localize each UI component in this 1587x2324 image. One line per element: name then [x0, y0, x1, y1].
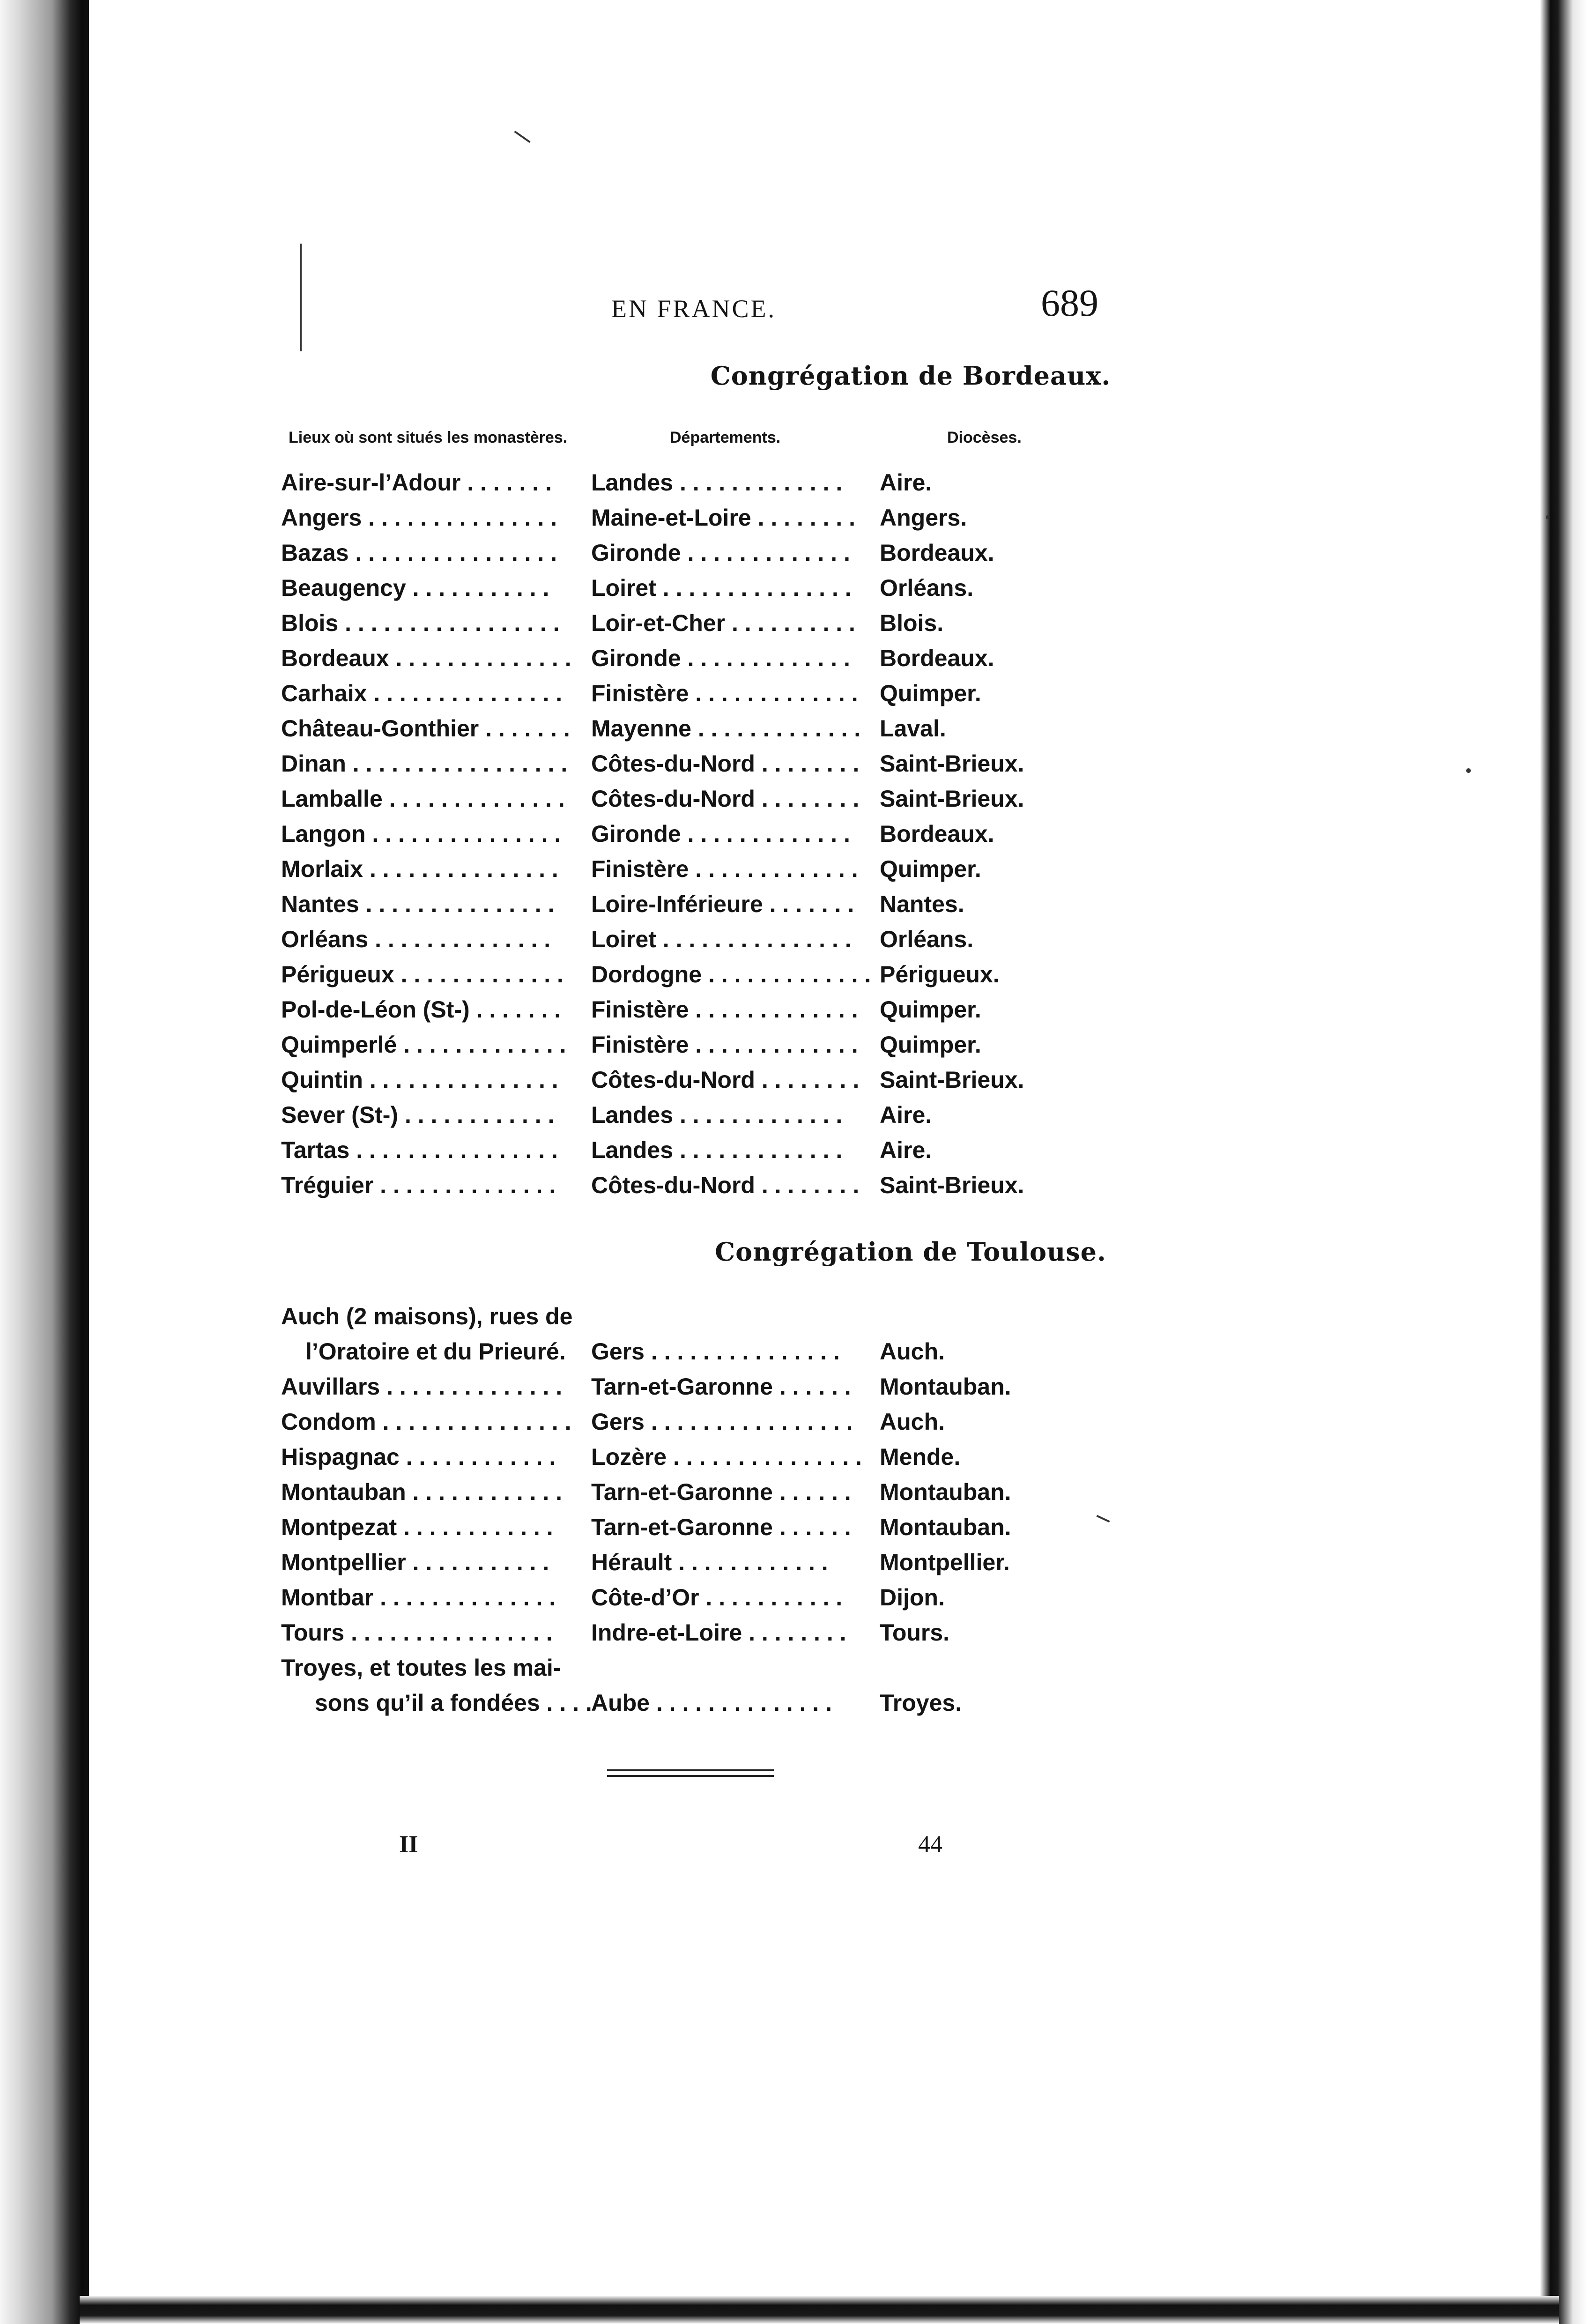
department: Gers . . . . . . . . . . . . . . . . — [591, 1409, 853, 1435]
place: Montpezat . . . . . . . . . . . . — [281, 1514, 553, 1540]
toulouse-heading: Congrégation de Toulouse. — [715, 1237, 1106, 1267]
department: Mayenne . . . . . . . . . . . . . — [591, 715, 861, 742]
diocese: Montauban. — [880, 1374, 1011, 1400]
place: Aire-sur-l’Adour . . . . . . . — [281, 469, 552, 496]
diocese: Nantes. — [880, 891, 964, 917]
list-item — [0, 1299, 1587, 1334]
place: Auvillars . . . . . . . . . . . . . . — [281, 1374, 563, 1400]
page-header — [0, 281, 1587, 337]
place: Quimperlé . . . . . . . . . . . . . — [281, 1032, 566, 1058]
place: Beaugency . . . . . . . . . . . — [281, 575, 549, 601]
list-item — [0, 957, 1587, 992]
departments-column-header: Départements. — [670, 429, 781, 446]
diocese: Aire. — [880, 1102, 932, 1128]
department: Loire-Inférieure . . . . . . . — [591, 891, 854, 917]
diocese: Blois. — [880, 610, 944, 636]
diocese: Aire. — [880, 469, 932, 496]
place: Bordeaux . . . . . . . . . . . . . . — [281, 645, 571, 671]
list-item — [0, 1369, 1587, 1404]
place: Blois . . . . . . . . . . . . . . . . . — [281, 610, 560, 636]
list-item — [0, 1027, 1587, 1062]
list-item — [0, 1475, 1587, 1509]
list-item — [0, 606, 1587, 640]
place: Château-Gonthier . . . . . . . — [281, 715, 570, 742]
diocese: Bordeaux. — [880, 821, 994, 847]
department: Dordogne . . . . . . . . . . . . . — [591, 961, 871, 988]
list-item — [0, 922, 1587, 957]
place: Troyes, et toutes les mai- — [281, 1655, 561, 1681]
bordeaux-heading: Congrégation de Bordeaux. — [710, 361, 1111, 391]
diocese: Montauban. — [880, 1479, 1011, 1505]
department: Loiret . . . . . . . . . . . . . . . — [591, 575, 852, 601]
place: sons qu’il a fondées . . . . — [315, 1690, 592, 1716]
list-item — [0, 1168, 1587, 1203]
place: l’Oratoire et du Prieuré. — [305, 1338, 566, 1365]
place: Bazas . . . . . . . . . . . . . . . . — [281, 540, 557, 566]
place: Quintin . . . . . . . . . . . . . . . — [281, 1067, 558, 1093]
diocese: Tours. — [880, 1619, 950, 1646]
department: Landes . . . . . . . . . . . . . — [591, 469, 843, 496]
list-item — [0, 746, 1587, 781]
list-item — [0, 1650, 1587, 1685]
diocese: Auch. — [880, 1409, 945, 1435]
column-headers — [0, 429, 1587, 452]
place: Montbar . . . . . . . . . . . . . . — [281, 1584, 556, 1611]
list-item — [0, 1334, 1587, 1369]
department: Finistère . . . . . . . . . . . . . — [591, 1032, 858, 1058]
diocese: Montpellier. — [880, 1549, 1010, 1575]
list-item — [0, 1098, 1587, 1132]
list-item — [0, 1545, 1587, 1580]
list-item — [0, 711, 1587, 746]
place: Hispagnac . . . . . . . . . . . . — [281, 1444, 556, 1470]
diocese: Saint-Brieux. — [880, 786, 1024, 812]
diocese: Bordeaux. — [880, 540, 994, 566]
list-item — [0, 641, 1587, 676]
department: Côte-d’Or . . . . . . . . . . . — [591, 1584, 843, 1611]
running-title: EN FRANCE. — [611, 295, 777, 323]
diocese: Quimper. — [880, 680, 981, 706]
list-item — [0, 1580, 1587, 1615]
place: Périgueux . . . . . . . . . . . . . — [281, 961, 564, 988]
place: Morlaix . . . . . . . . . . . . . . . — [281, 856, 558, 882]
department: Gers . . . . . . . . . . . . . . . — [591, 1338, 840, 1365]
place: Tartas . . . . . . . . . . . . . . . . — [281, 1137, 558, 1163]
department: Gironde . . . . . . . . . . . . . — [591, 821, 850, 847]
department: Côtes-du-Nord . . . . . . . . — [591, 750, 860, 777]
diocese: Quimper. — [880, 996, 981, 1023]
department: Tarn-et-Garonne . . . . . . — [591, 1374, 851, 1400]
department: Aube . . . . . . . . . . . . . . — [591, 1690, 832, 1716]
department: Hérault . . . . . . . . . . . . — [591, 1549, 828, 1575]
signature-mark: II — [399, 1831, 418, 1858]
diocese: Troyes. — [880, 1690, 962, 1716]
department: Landes . . . . . . . . . . . . . — [591, 1102, 843, 1128]
place: Dinan . . . . . . . . . . . . . . . . . — [281, 750, 568, 777]
list-item — [0, 1615, 1587, 1650]
department: Finistère . . . . . . . . . . . . . — [591, 856, 858, 882]
dioceses-column-header: Diocèses. — [947, 429, 1022, 446]
department: Lozère . . . . . . . . . . . . . . . — [591, 1444, 862, 1470]
diocese: Mende. — [880, 1444, 961, 1470]
department: Landes . . . . . . . . . . . . . — [591, 1137, 843, 1163]
department: Finistère . . . . . . . . . . . . . — [591, 680, 858, 706]
place: Nantes . . . . . . . . . . . . . . . — [281, 891, 555, 917]
diocese: Orléans. — [880, 926, 974, 952]
place: Pol-de-Léon (St-) . . . . . . . — [281, 996, 561, 1023]
department: Tarn-et-Garonne . . . . . . — [591, 1514, 851, 1540]
list-item — [0, 1133, 1587, 1167]
list-item — [0, 852, 1587, 886]
department: Maine-et-Loire . . . . . . . . — [591, 505, 855, 531]
diocese: Aire. — [880, 1137, 932, 1163]
diocese: Saint-Brieux. — [880, 1067, 1024, 1093]
ink-speck — [300, 244, 302, 351]
diocese: Orléans. — [880, 575, 974, 601]
diocese: Saint-Brieux. — [880, 750, 1024, 777]
department: Gironde . . . . . . . . . . . . . — [591, 540, 850, 566]
list-item — [0, 676, 1587, 711]
ink-speck — [1546, 515, 1550, 519]
list-item — [0, 781, 1587, 816]
department: Côtes-du-Nord . . . . . . . . — [591, 786, 860, 812]
place: Lamballe . . . . . . . . . . . . . . — [281, 786, 565, 812]
diocese: Angers. — [880, 505, 967, 531]
place: Sever (St-) . . . . . . . . . . . . — [281, 1102, 555, 1128]
diocese: Dijon. — [880, 1584, 945, 1611]
place: Langon . . . . . . . . . . . . . . . — [281, 821, 561, 847]
list-item — [0, 817, 1587, 851]
page-number: 689 — [1041, 282, 1098, 324]
list-item — [0, 1062, 1587, 1097]
place: Orléans . . . . . . . . . . . . . . — [281, 926, 551, 952]
place: Carhaix . . . . . . . . . . . . . . . — [281, 680, 563, 706]
list-item — [0, 465, 1587, 500]
diocese: Périgueux. — [880, 961, 1000, 988]
diocese: Auch. — [880, 1338, 945, 1365]
list-item — [0, 1685, 1587, 1720]
place: Tours . . . . . . . . . . . . . . . . — [281, 1619, 553, 1646]
diocese: Laval. — [880, 715, 946, 742]
department: Côtes-du-Nord . . . . . . . . — [591, 1067, 860, 1093]
list-item — [0, 992, 1587, 1027]
list-item — [0, 1404, 1587, 1439]
place: Montpellier . . . . . . . . . . . — [281, 1549, 549, 1575]
department: Tarn-et-Garonne . . . . . . — [591, 1479, 851, 1505]
list-item — [0, 500, 1587, 535]
department: Côtes-du-Nord . . . . . . . . — [591, 1172, 860, 1198]
list-item — [0, 535, 1587, 570]
place: Montauban . . . . . . . . . . . . — [281, 1479, 563, 1505]
diocese: Quimper. — [880, 1032, 981, 1058]
list-item — [0, 1440, 1587, 1474]
diocese: Bordeaux. — [880, 645, 994, 671]
scan-bottom-edge — [80, 2296, 1559, 2324]
department: Indre-et-Loire . . . . . . . . — [591, 1619, 846, 1646]
department: Gironde . . . . . . . . . . . . . — [591, 645, 850, 671]
place: Tréguier . . . . . . . . . . . . . . — [281, 1172, 556, 1198]
places-column-header: Lieux où sont situés les monastères. — [289, 429, 568, 446]
diocese: Montauban. — [880, 1514, 1011, 1540]
place: Auch (2 maisons), rues de — [281, 1303, 573, 1329]
department: Loir-et-Cher . . . . . . . . . . — [591, 610, 855, 636]
list-item — [0, 1510, 1587, 1544]
place: Angers . . . . . . . . . . . . . . . — [281, 505, 557, 531]
ink-speck — [514, 131, 530, 143]
sheet-number: 44 — [918, 1831, 942, 1858]
double-rule-divider — [607, 1769, 774, 1777]
diocese: Saint-Brieux. — [880, 1172, 1024, 1198]
list-item — [0, 887, 1587, 921]
list-item — [0, 571, 1587, 605]
diocese: Quimper. — [880, 856, 981, 882]
ink-speck — [1466, 768, 1471, 773]
department: Loiret . . . . . . . . . . . . . . . — [591, 926, 852, 952]
department: Finistère . . . . . . . . . . . . . — [591, 996, 858, 1023]
place: Condom . . . . . . . . . . . . . . . — [281, 1409, 571, 1435]
